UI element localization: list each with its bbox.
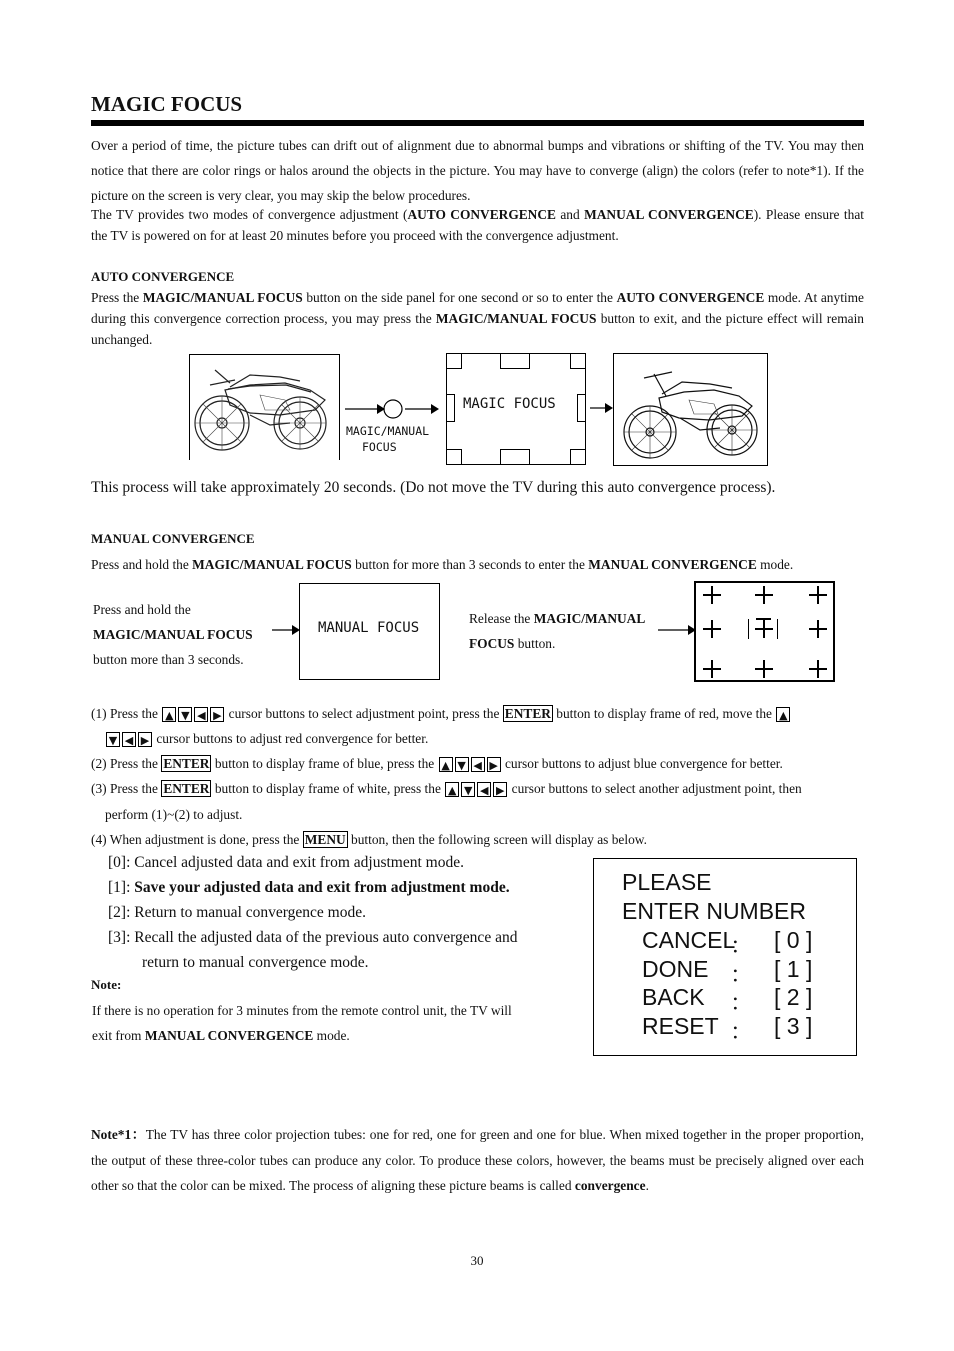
press-hold-instruction: Press and hold the MAGIC/MANUAL FOCUS button more than 3 seconds. xyxy=(93,602,253,667)
up-key-icon: ▲ xyxy=(776,707,790,722)
manual-focus-label: MANUAL FOCUS xyxy=(318,620,420,636)
enter-number-screen xyxy=(593,858,857,1056)
intro-paragraph-2: The TV provides two modes of convergence adjustment (AUTO CONVERGENCE and MANUAL CONVERGENCE). Please ensure that the TV is powered on for at least 20 minutes before you proceed with the convergence adjustment. xyxy=(91,207,864,243)
arrow-to-button xyxy=(345,399,440,419)
right-key-icon: ▶ xyxy=(210,707,224,722)
blurry-picture xyxy=(189,354,340,460)
option-row-cancel: CANCEL ： [ 0 ] xyxy=(642,927,813,958)
auto-heading: AUTO CONVERGENCE xyxy=(91,269,235,284)
left-key-icon: ◀ xyxy=(471,757,485,772)
convergence-grid-screen xyxy=(694,581,835,682)
footnote: Note*1：The TV has three color projection tubes: one for red, one for green and one for blue. When mixed together in the proper proportion, the output of these three-color tubes can produce any color. To produce these colors, however, the beams must be precisely aligned over each other so that the color can be mixed. The process of aligning these picture beams is called convergence. xyxy=(91,1127,864,1193)
enter-key: ENTER xyxy=(163,756,210,771)
option-row-reset: RESET ： [ 3 ] xyxy=(642,1013,813,1044)
up-key-icon: ▲ xyxy=(162,707,176,722)
arrow-to-grid xyxy=(658,620,698,640)
clear-picture xyxy=(613,353,768,466)
option-0: [0]: Cancel adjusted data and exit from adjustment mode. xyxy=(108,854,464,871)
manual-heading: MANUAL CONVERGENCE xyxy=(91,531,255,546)
right-key-icon: ▶ xyxy=(493,782,507,797)
release-instruction: Release the MAGIC/MANUAL FOCUS button. xyxy=(469,611,646,651)
arrow-to-clear xyxy=(590,398,614,418)
page-title: MAGIC FOCUS xyxy=(91,92,243,116)
enter-key: ENTER xyxy=(504,706,551,721)
option-row-done: DONE ： [ 1 ] xyxy=(642,956,813,987)
auto-note: This process will take approximately 20 seconds. (Do not move the TV during this auto convergence process). xyxy=(91,479,776,496)
menu-key: MENU xyxy=(304,832,346,847)
down-key-icon: ▼ xyxy=(455,757,469,772)
magic-focus-screen xyxy=(446,353,586,465)
title-rule xyxy=(91,120,864,126)
screen-line-enter-number: ENTER NUMBER xyxy=(622,898,807,924)
up-key-icon: ▲ xyxy=(439,757,453,772)
left-key-icon: ◀ xyxy=(122,732,136,747)
screen-line-please: PLEASE xyxy=(622,869,712,895)
step-1: (1) Press the ▲ ▼ ◀ ▶ cursor buttons to select adjustment point, press the ENTER button to display frame of red, move the ▲ xyxy=(91,702,866,726)
option-3: [3]: Recall the adjusted data of the previous auto convergence and xyxy=(108,929,518,946)
right-key-icon: ▶ xyxy=(487,757,501,772)
auto-paragraph: Press the MAGIC/MANUAL FOCUS button on the side panel for one second or so to enter the AUTO CONVERGENCE mode. At anytime during this convergence correction process, you may press the MAGIC/MANUAL FOCUS button to exit, and the picture effect will remain unchanged. xyxy=(91,290,865,347)
page-number: 30 xyxy=(470,1253,484,1268)
step-3-cont: perform (1)~(2) to adjust. xyxy=(105,807,243,822)
down-key-icon: ▼ xyxy=(461,782,475,797)
magic-focus-label: MAGIC FOCUS xyxy=(463,396,556,412)
right-key-icon: ▶ xyxy=(138,732,152,747)
option-2: [2]: Return to manual convergence mode. xyxy=(108,904,366,921)
down-key-icon: ▼ xyxy=(178,707,192,722)
step-3: (3) Press the ENTER button to display frame of white, press the ▲ ▼ ◀ ▶ cursor buttons to select another adjustment point, then xyxy=(91,781,802,798)
option-3-cont: return to manual convergence mode. xyxy=(142,954,369,971)
magic-manual-button-label: MAGIC/MANUAL FOCUS xyxy=(346,424,430,454)
note-heading: Note: xyxy=(91,977,122,992)
manual-paragraph: Press and hold the MAGIC/MANUAL FOCUS button for more than 3 seconds to enter the MANUAL CONVERGENCE mode. xyxy=(91,557,794,572)
manual-focus-screen xyxy=(299,583,440,680)
left-key-icon: ◀ xyxy=(194,707,208,722)
note-text: If there is no operation for 3 minutes from the remote control unit, the TV will exit from MANUAL CONVERGENCE mode. xyxy=(92,1003,512,1043)
option-1: [1]: Save your adjusted data and exit from adjustment mode. xyxy=(108,879,510,896)
arrow-to-manual xyxy=(272,620,302,640)
step-4: (4) When adjustment is done, press the MENU button, then the following screen will display as below. xyxy=(91,832,647,847)
option-row-back: BACK ： [ 2 ] xyxy=(642,984,813,1015)
intro-paragraph: Over a period of time, the picture tubes can drift out of alignment due to abnormal bumps and vibrations or shifting of the TV. You may then notice that there are color rings or halos around the objects in the picture. You may have to converge (align) the colors (refer to note*1). If the picture on the screen is very clear, you may skip the below procedures. xyxy=(91,138,864,203)
down-key-icon: ▼ xyxy=(106,732,120,747)
up-key-icon: ▲ xyxy=(445,782,459,797)
step-2: (2) Press the ENTER button to display frame of blue, press the ▲ ▼ ◀ ▶ cursor buttons to adjust blue convergence for better. xyxy=(91,756,783,773)
enter-key: ENTER xyxy=(163,781,210,796)
step-1-cont: ▼ ◀ ▶ cursor buttons to adjust red convergence for better. xyxy=(105,727,880,751)
left-key-icon: ◀ xyxy=(477,782,491,797)
